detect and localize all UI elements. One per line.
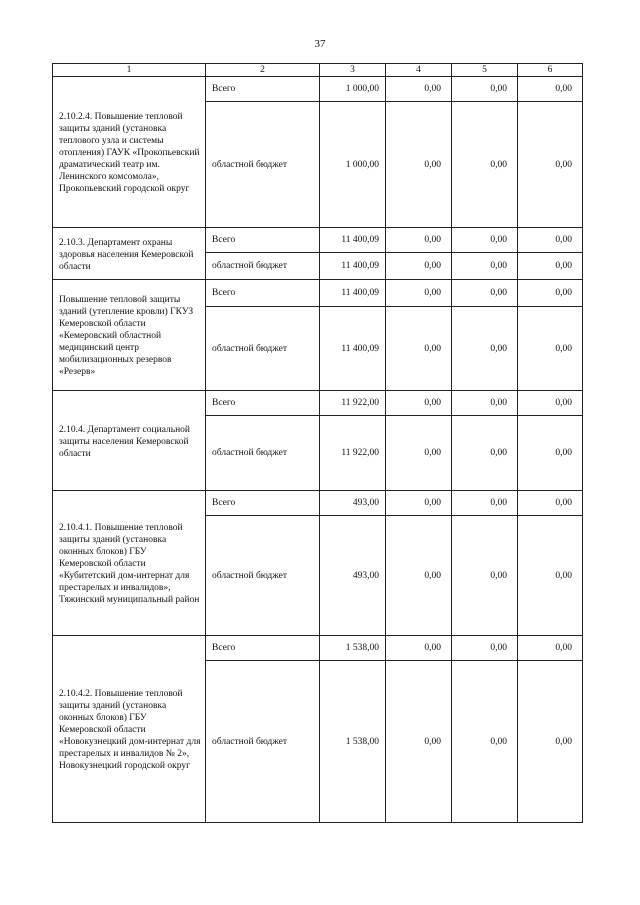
amount-col6: 0,00 <box>518 307 583 391</box>
header-row <box>53 64 583 77</box>
amount-col4: 0,00 <box>386 102 452 228</box>
funding-source: областной бюджет <box>206 416 320 491</box>
amount-col6: 0,00 <box>518 491 583 516</box>
amount-col5: 0,00 <box>452 228 518 253</box>
amount-total: 1 538,00 <box>320 636 386 661</box>
funding-source: Всего <box>206 636 320 661</box>
amount-col6: 0,00 <box>518 416 583 491</box>
amount-total: 1 000,00 <box>320 102 386 228</box>
funding-source: Всего <box>206 228 320 253</box>
amount-col5: 0,00 <box>452 102 518 228</box>
funding-source: областной бюджет <box>206 253 320 280</box>
amount-col6: 0,00 <box>518 253 583 280</box>
table-row <box>53 77 583 102</box>
activity-name: 2.10.4.2. Повышение тепловой защиты зданий (установка оконных блоков) ГБУ Кемеровской области «Новокузнецкий дом-интернат для престарелых и инвалидов № 2», Новокузнецкий городской округ <box>53 636 206 823</box>
funding-source: Всего <box>206 491 320 516</box>
amount-col4: 0,00 <box>386 391 452 416</box>
funding-source: областной бюджет <box>206 307 320 391</box>
budget-table <box>52 63 583 823</box>
column-header: 3 <box>320 64 386 77</box>
funding-source: Всего <box>206 391 320 416</box>
column-header: 6 <box>518 64 583 77</box>
table-body <box>53 64 583 823</box>
amount-col5: 0,00 <box>452 391 518 416</box>
amount-total: 493,00 <box>320 491 386 516</box>
amount-total: 1 000,00 <box>320 77 386 102</box>
table-row <box>53 491 583 516</box>
amount-total: 11 400,09 <box>320 228 386 253</box>
amount-col5: 0,00 <box>452 77 518 102</box>
amount-col4: 0,00 <box>386 416 452 491</box>
activity-name: 2.10.4. Департамент социальной защиты населения Кемеровской области <box>53 391 206 491</box>
amount-col4: 0,00 <box>386 228 452 253</box>
table-row <box>53 280 583 307</box>
column-header: 4 <box>386 64 452 77</box>
amount-total: 11 400,09 <box>320 280 386 307</box>
amount-col5: 0,00 <box>452 661 518 823</box>
column-header: 1 <box>53 64 206 77</box>
column-header: 2 <box>206 64 320 77</box>
amount-total: 1 538,00 <box>320 661 386 823</box>
amount-col6: 0,00 <box>518 102 583 228</box>
amount-total: 11 400,09 <box>320 253 386 280</box>
funding-source: Всего <box>206 280 320 307</box>
amount-col5: 0,00 <box>452 280 518 307</box>
amount-total: 11 922,00 <box>320 416 386 491</box>
column-header: 5 <box>452 64 518 77</box>
funding-source: областной бюджет <box>206 661 320 823</box>
amount-col4: 0,00 <box>386 661 452 823</box>
amount-col6: 0,00 <box>518 228 583 253</box>
amount-col6: 0,00 <box>518 636 583 661</box>
amount-col4: 0,00 <box>386 253 452 280</box>
amount-total: 11 922,00 <box>320 391 386 416</box>
amount-col4: 0,00 <box>386 280 452 307</box>
amount-col5: 0,00 <box>452 491 518 516</box>
amount-total: 493,00 <box>320 516 386 636</box>
table-row <box>53 636 583 661</box>
amount-col5: 0,00 <box>452 636 518 661</box>
amount-col6: 0,00 <box>518 661 583 823</box>
table-row <box>53 391 583 416</box>
activity-name: 2.10.2.4. Повышение тепловой защиты зданий (установка теплового узла и системы отопления) ГАУК «Прокопьевский драматический театр им. Ленинского комсомола», Прокопьевский городской округ <box>53 77 206 228</box>
amount-col4: 0,00 <box>386 307 452 391</box>
funding-source: Всего <box>206 77 320 102</box>
page-number: 37 <box>314 38 326 50</box>
amount-col4: 0,00 <box>386 516 452 636</box>
amount-col5: 0,00 <box>452 307 518 391</box>
amount-col6: 0,00 <box>518 77 583 102</box>
activity-name: Повышение тепловой защиты зданий (утепление кровли) ГКУЗ Кемеровской области «Кемеровский областной медицинский центр мобилизационных резервов «Резерв» <box>53 280 206 391</box>
table-row <box>53 228 583 253</box>
activity-name: 2.10.3. Департамент охраны здоровья населения Кемеровской области <box>53 228 206 280</box>
amount-col5: 0,00 <box>452 516 518 636</box>
amount-col6: 0,00 <box>518 280 583 307</box>
funding-source: областной бюджет <box>206 516 320 636</box>
amount-col5: 0,00 <box>452 416 518 491</box>
amount-total: 11 400,09 <box>320 307 386 391</box>
amount-col4: 0,00 <box>386 77 452 102</box>
amount-col5: 0,00 <box>452 253 518 280</box>
amount-col6: 0,00 <box>518 516 583 636</box>
activity-name: 2.10.4.1. Повышение тепловой защиты зданий (установка оконных блоков) ГБУ Кемеровской области «Кубитетский дом-интернат для престарелых и инвалидов», Тяжинский муниципальный район <box>53 491 206 636</box>
funding-source: областной бюджет <box>206 102 320 228</box>
amount-col4: 0,00 <box>386 491 452 516</box>
amount-col6: 0,00 <box>518 391 583 416</box>
amount-col4: 0,00 <box>386 636 452 661</box>
